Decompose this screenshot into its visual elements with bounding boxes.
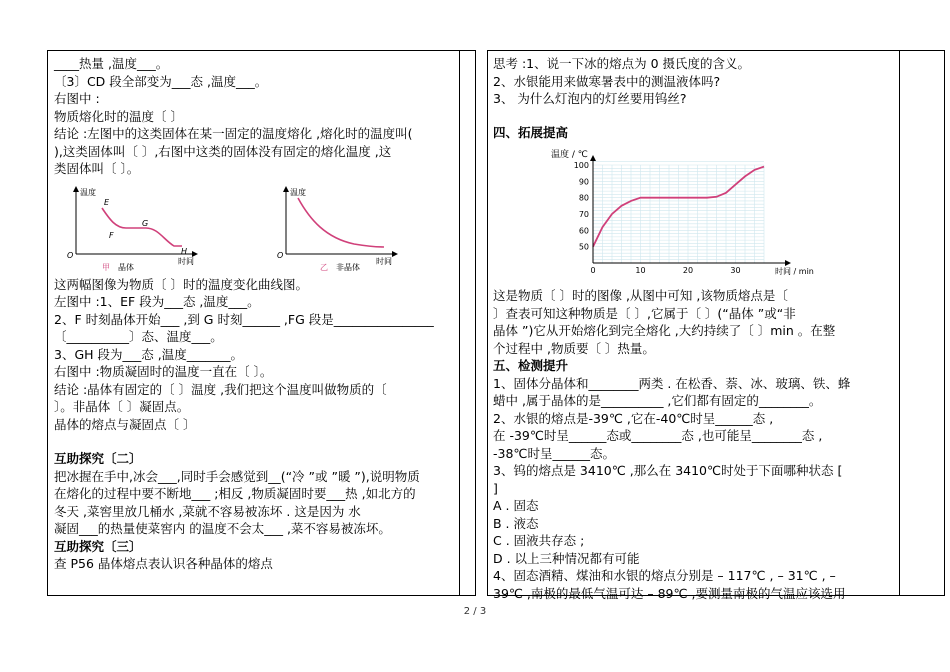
point-g-label: G bbox=[142, 218, 149, 228]
right-side-margin bbox=[900, 50, 945, 596]
chart-ytick-label: 90 bbox=[578, 177, 589, 187]
amorphous-xlabel: 时间 bbox=[376, 256, 392, 266]
text-line: 2、水银的熔点是-39℃ ,它在-40℃时呈______态 , bbox=[493, 410, 774, 426]
left-column bbox=[54, 55, 456, 573]
text-line: 3、 为什么灯泡内的灯丝要用钨丝? bbox=[493, 91, 687, 106]
text-line: 把冰握在手中,冰会___,同时手会感觉到__(“冷 ”或 ”暖 ”),说明物质 bbox=[54, 468, 420, 484]
crystal-graph bbox=[67, 186, 198, 272]
text-line: 在 -39℃时呈______态或________态 ,也可能呈________态 , bbox=[493, 428, 823, 443]
answer-option: A . 固态 bbox=[493, 498, 539, 513]
crystal-caption-prefix: 甲 bbox=[102, 262, 110, 272]
section-heading: 四、拓展提高 bbox=[493, 124, 569, 140]
amorphous-graph bbox=[277, 186, 398, 272]
text-line: 思考 :1、说一下冰的熔点为 0 摄氏度的含义。 bbox=[493, 56, 751, 71]
text-line: 这两幅图像为物质〔 〕时的温度变化曲线图。 bbox=[54, 276, 308, 292]
text-line: 结论 :左图中的这类固体在某一固定的温度熔化 ,熔化时的温度叫( bbox=[54, 126, 413, 141]
chart-ytick-label: 100 bbox=[573, 161, 589, 170]
text-line: 〕查表可知这种物质是〔 〕,它属于〔 〕(“晶体 ”或“非 bbox=[493, 305, 796, 321]
answer-option: B . 液态 bbox=[493, 515, 539, 531]
text-line: 1、固体分晶体和________两类 . 在松香、萘、冰、玻璃、铁、蜂 bbox=[493, 375, 851, 391]
amorphous-caption: 非晶体 bbox=[336, 262, 360, 272]
point-f-label: F bbox=[109, 230, 114, 240]
left-side-margin bbox=[460, 50, 476, 596]
text-line: 物质熔化时的温度〔 〕 bbox=[54, 108, 183, 124]
section-heading: 互助探究〔二〕 bbox=[54, 451, 142, 466]
text-line: 蜡中 ,属于晶体的是__________ ,它们都有固定的________。 bbox=[493, 393, 822, 408]
amorphous-y-arrow bbox=[283, 186, 289, 192]
text-line: -38℃时呈______态。 bbox=[493, 445, 615, 461]
text-line: 个过程中 ,物质要〔 〕热量。 bbox=[493, 340, 655, 356]
text-line: 〔__________〕态、温度___。 bbox=[54, 329, 223, 344]
point-e-label: E bbox=[104, 197, 110, 207]
chart-xlabel: 时间 / min bbox=[775, 267, 814, 276]
answer-option: D . 以上三种情况都有可能 bbox=[493, 550, 640, 566]
chart-x-arrow bbox=[785, 260, 791, 266]
amorphous-ylabel: 温度 bbox=[290, 187, 306, 197]
page-number: 2 / 3 bbox=[463, 606, 487, 617]
crystal-ylabel: 温度 bbox=[80, 187, 96, 197]
text-line: 3、钨的熔点是 3410℃ ,那么在 3410℃时处于下面哪种状态 [ bbox=[493, 463, 843, 478]
amorphous-caption-prefix: 乙 bbox=[320, 262, 328, 272]
temperature-chart-svg bbox=[493, 145, 823, 285]
text-line: ),这类固体叫〔 〕,右图中这类的固体没有固定的熔化温度 ,这 bbox=[54, 143, 392, 159]
chart-y-arrow bbox=[590, 155, 596, 161]
text-line: 2、水银能用来做寒暑表中的测温液体吗? bbox=[493, 73, 721, 89]
text-line: 2、F 时刻晶体开始___ ,到 G 时刻______ ,FG 段是________________ bbox=[54, 311, 434, 327]
crystal-origin: O bbox=[67, 250, 74, 260]
crystal-xlabel: 时间 bbox=[178, 256, 194, 266]
text-line: 晶体 ”)它从开始熔化到完全熔化 ,大约持续了〔 〕min 。在整 bbox=[493, 323, 836, 338]
text-line: 查 P56 晶体熔点表认识各种晶体的熔点 bbox=[54, 556, 273, 571]
text-line: 4、固态酒精、煤油和水银的熔点分别是 – 117℃ , – 31℃ , – bbox=[493, 568, 836, 583]
crystal-caption: 晶体 bbox=[118, 262, 134, 272]
text-line: 凝固___的热量使菜窖内 的温度不会太___ ,菜不容易被冻坏。 bbox=[54, 521, 391, 536]
text-line: 结论 :晶体有固定的〔 〕温度 ,我们把这个温度叫做物质的〔 bbox=[54, 381, 387, 397]
temperature-chart bbox=[493, 145, 895, 285]
amorphous-x-arrow bbox=[392, 251, 398, 257]
crystal-y-arrow bbox=[73, 186, 79, 192]
text-line: 左图中 :1、EF 段为___态 ,温度___。 bbox=[54, 294, 260, 309]
chart-ytick-label: 70 bbox=[578, 210, 589, 219]
chart-xtick-label: 0 bbox=[590, 266, 596, 275]
chart-xtick-label: 10 bbox=[635, 266, 646, 275]
text-line: ____热量 ,温度___。 bbox=[54, 56, 169, 71]
text-line: 〕。非晶体〔 〕凝固点。 bbox=[54, 399, 190, 414]
text-line: 冬天 ,菜窖里放几桶水 ,菜就不容易被冻坏 . 这是因为 水 bbox=[54, 503, 361, 519]
chart-ylabel: 温度 / ℃ bbox=[551, 150, 588, 160]
point-h-label: H bbox=[181, 246, 188, 256]
melting-graphs bbox=[54, 184, 456, 274]
text-line: 〔3〕CD 段全部变为___态 ,温度___。 bbox=[54, 73, 268, 89]
chart-xtick-label: 20 bbox=[682, 266, 694, 275]
text-line: 类固体叫〔 〕。 bbox=[54, 161, 140, 176]
amorphous-curve bbox=[298, 198, 384, 247]
chart-ytick-label: 60 bbox=[578, 226, 589, 236]
chart-ytick-label: 50 bbox=[578, 242, 589, 252]
chart-xtick-label: 30 bbox=[730, 266, 741, 275]
text-line: 右图中 :物质凝固时的温度一直在〔 〕。 bbox=[54, 364, 273, 379]
answer-option: C . 固液共存态 ; bbox=[493, 533, 585, 548]
amorphous-origin: O bbox=[277, 250, 284, 260]
text-line: 39℃ ,南极的最低气温可达 – 89℃ ,要测量南极的气温应该选用 bbox=[493, 585, 846, 601]
text-line: 3、GH 段为___态 ,温度_______。 bbox=[54, 346, 243, 362]
text-line: 这是物质〔 〕时的图像 ,从图中可知 ,该物质熔点是〔 bbox=[493, 288, 788, 303]
text-line: 右图中 : bbox=[54, 91, 100, 106]
text-line: ] bbox=[493, 480, 498, 496]
chart-ytick-label: 80 bbox=[578, 193, 589, 203]
right-column bbox=[493, 55, 895, 602]
text-line: 晶体的熔点与凝固点〔 〕 bbox=[54, 416, 196, 432]
section-heading: 互助探究〔三〕 bbox=[54, 538, 142, 554]
melting-graphs-svg bbox=[54, 184, 454, 274]
text-line: 在熔化的过程中要不断地___ ;相反 ,物质凝固时要___热 ,如北方的 bbox=[54, 486, 416, 501]
section-heading: 五、检测提升 bbox=[493, 358, 569, 373]
